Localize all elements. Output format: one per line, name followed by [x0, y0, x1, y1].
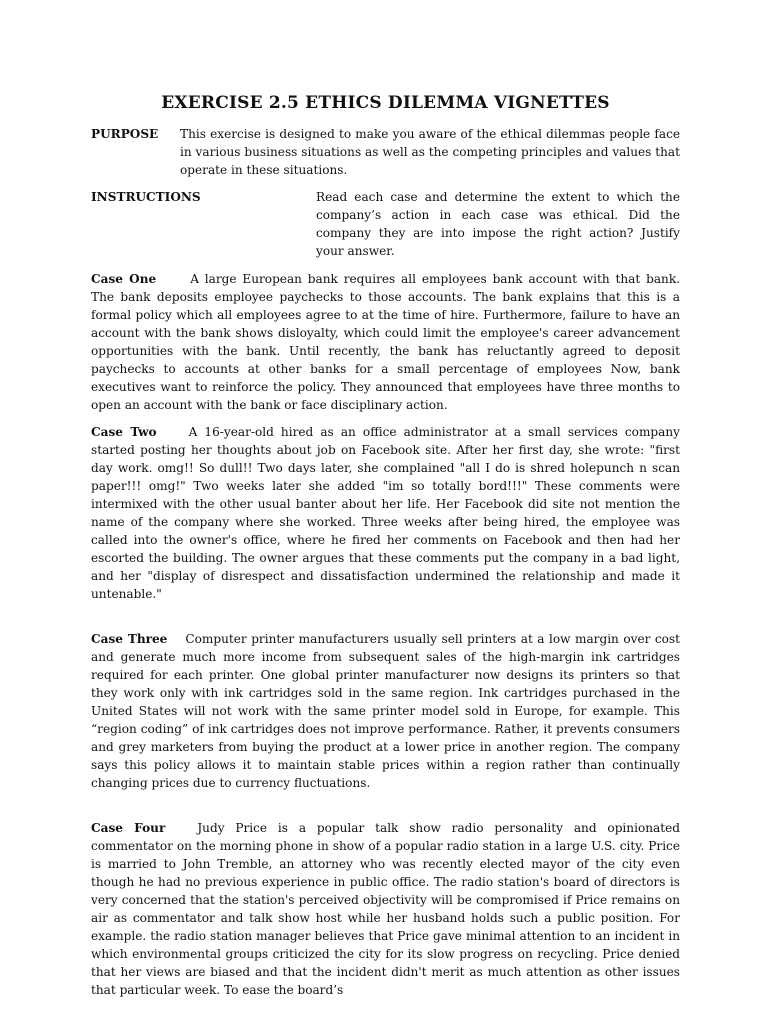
case-two-text: A 16-year-old hired as an office administrator at a small services company started posting her thoughts about job on Facebook site. After her first day, she wrote: "first day work. omg!! So dull!! Two days later, she complained "all I do is shred holepunch n scan paper!!! omg!" Two weeks later she added "im so totally bord!!!" These comments were intermixed with the other usual banter about her life. Her Facebook did site not mention the name of the company where she worked. Three weeks after being hired, the employee was called into the owner's office, where he fired her comments on Facebook and then had her escorted the building. The owner argues that these comments put the company in a bad light, and her "display of disrespect and dissatisfaction undermined the relationship and made it untenable." [91, 425, 681, 601]
purpose-section [91, 125, 680, 179]
case-three-label: Case Three [91, 632, 168, 646]
case-one-label: Case One [91, 272, 157, 286]
case-one-text: A large European bank requires all employees bank account with that bank. The bank deposits employee paychecks to those accounts. The bank explains that this is a formal policy which all employees agree to at the time of hire. Furthermore, failure to have an account with the bank shows disloyalty, which could limit the employee's career advancement opportunities with the bank. Until recently, the bank has reluctantly agreed to deposit paychecks to accounts at other banks for a small percentage of employees Now, bank executives want to reinforce the policy. They announced that employees have three months to open an account with the bank or face disciplinary action. [91, 272, 680, 412]
instructions-text: Read each case and determine the extent to which the company’s action in each case was ethical. Did the company they are into impose the right action? Justify your answer. [316, 190, 680, 258]
document-title: EXERCISE 2.5 ETHICS DILEMMA VIGNETTES [161, 93, 610, 113]
purpose-text: This exercise is designed to make you aware of the ethical dilemmas people face in various business situations as well as the competing principles and values that operate in these situations. [180, 127, 680, 177]
purpose-label: PURPOSE [91, 127, 159, 141]
instructions-section [91, 188, 680, 260]
case-three [91, 630, 680, 792]
case-three-text: Computer printer manufacturers usually sell printers at a low margin over cost and generate much more income from subsequent sales of the high-margin ink cartridges required for each printer. One global printer manufacturer now designs its printers so that they work only with ink cartridges sold in the same region. Ink cartridges purchased in the United States will not work with the same printer model sold in Europe, for example. This “region coding” of ink cartridges does not improve performance. Rather, it prevents consumers and grey marketers from buying the product at a lower price in another region. The company says this policy allows it to maintain stable prices within a region rather than continually changing prices due to currency fluctuations. [91, 632, 680, 790]
case-four-label: Case Four [91, 821, 166, 835]
case-two-label: Case Two [91, 425, 157, 439]
case-one [91, 270, 680, 414]
case-two [91, 423, 680, 603]
instructions-label: INSTRUCTIONS [91, 190, 201, 204]
case-four-text: Judy Price is a popular talk show radio personality and opinionated commentator on the morning phone in show of a popular radio station in a large U.S. city. Price is married to John Tremble, an attorney who was recently elected mayor of the city even though he had no previous experience in public office. The radio station's board of directors is very concerned that the station's perceived objectivity will be compromised if Price remains on air as commentator and talk show host while her husband holds such a public position. For example. the radio station manager believes that Price gave minimal attention to an incident in which environmental groups criticized the city for its slow progress on recycling. Price denied that her views are biased and that the incident didn't merit as much attention as other issues that particular week. To ease the board’s [91, 821, 680, 997]
case-four [91, 819, 680, 999]
